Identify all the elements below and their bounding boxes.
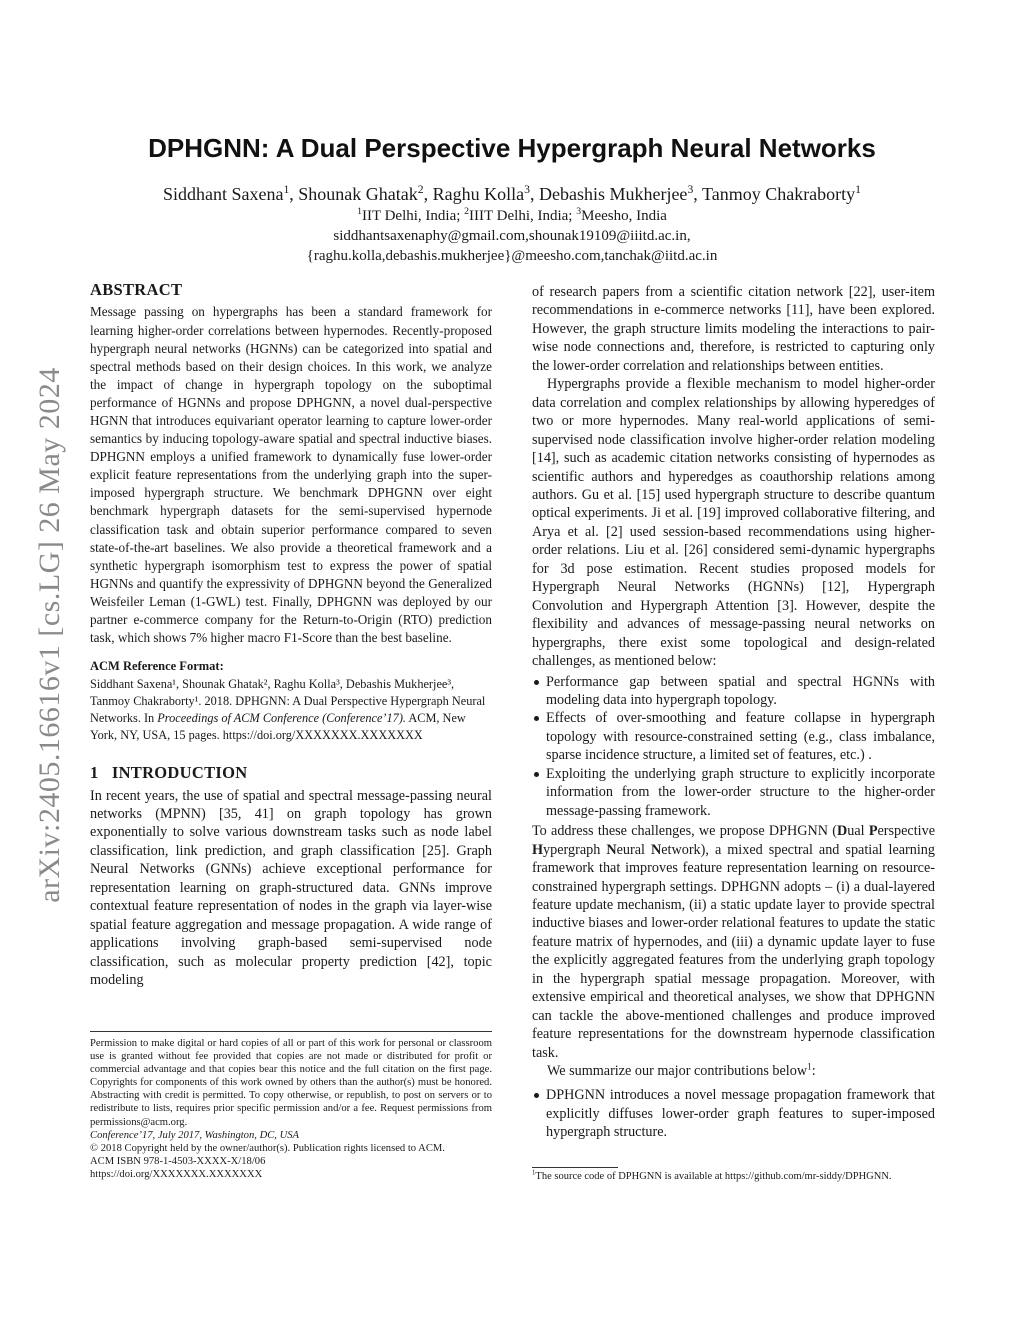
right-column xyxy=(532,283,935,1142)
intro-paragraph-2: Hypergraphs provide a flexible mechanism to model higher-order data correlation and complex relationships by allowing hyperedges of two or more hypernodes. Many real-world applications of semi-supervised node classification involve higher-order relation modeling [14], such as academic citation networks consisting of hypernodes as scientific authors and hyperedges as coauthorship relations among authors. Gu et al. [15] used hypergraph structure to describe quantum optical experiments. Ji et al. [19] improved collaborative filtering, and Arya et al. [2] used session-based recommendations using higher-order relations. Liu et al. [26] considered semi-dynamic hypergraphs for 3d pose estimation. Recent studies proposed models for Hypergraph Neural Networks (HGNNs) [12], Hypergraph Convolution and Hypergraph Attention [3]. However, despite the flexibility and advances of message-passing neural networks on hypergraphs, there exist some topological and design-related challenges, as mentioned below: xyxy=(532,376,935,670)
intro-paragraph-3: To address these challenges, we propose DPHGNN (Dual Perspective Hypergraph Neural Network), a mixed spectral and spatial learning framework that improves feature representation learning on resource-constrained hypergraph settings. DPHGNN adopts – (i) a dual-layered feature update mechanism, (ii) a static update layer to provide spectral inductive biases and lower-order relational features to update the static feature matrix of hypernodes, and (iii) a dynamic update layer to fuse the explicitly aggregated features from the underlying graph topology in the hypergraph spatial message propagation. Moreover, with extensive empirical and theoretical analyses, we show that DPHGNN can tackle the above-mentioned challenges and produce improved feature representations for the downstream hypernode classification task. xyxy=(532,823,935,1061)
affiliation: IIT Delhi, India; xyxy=(361,208,461,224)
intro-paragraph-1: In recent years, the use of spatial and spectral message-passing neural networks (MPNN) [35, 41] on graph topology has grown exponentially to solve various downstream tasks such as node label classification, link prediction, and graph classification [25]. Graph Neural Networks (GNNs) achieve exceptional performance for representation learning on graph-structured data. GNNs improve contextual feature representation of nodes in the graph via layer-wise spatial feature aggregation and message propagation. A wide range of applications involving graph-based semi-supervised node classification, such as molecular property prediction [42], topic modeling xyxy=(90,787,492,989)
abstract-text: Message passing on hypergraphs has been a standard framework for learning higher-order correlations between hypernodes. Recently-proposed hypergraph neural networks (HGNNs) can be categorized into spatial and spectral methods based on their design choices. In this work, we analyze the impact of change in hypergraph topology on the suboptimal performance of HGNNs and propose DPHGNN, a novel dual-perspective HGNN that introduces equivariant operator learning to capture lower-order semantics by inducing topology-aware spatial and spectral inductive biases. DPHGNN employs a unified framework to dynamically fuse lower-order explicit feature representations from the underlying graph into the super-imposed hypergraph structure. We benchmark DPHGNN over eight benchmark hypergraph datasets for the semi-supervised hypernode classification task and obtain superior performance compared to seven state-of-the-art baselines. We also provide a theoretical framework and a synthetic hypergraph isomorphism test to express the power of spatial HGNNs and quantify the expressivity of DPHGNN beyond the Generalized Weisfeiler Leman (1-GWL) test. Finally, DPHGNN was deployed by our partner e-commerce company for the Return-to-Origin (RTO) prediction task, which shows 7% higher macro F1-Score than the best baseline. xyxy=(90,304,492,646)
doi-line: https://doi.org/XXXXXXX.XXXXXXX xyxy=(90,1168,263,1180)
permission-rule xyxy=(90,1031,492,1032)
challenge-list xyxy=(532,673,935,821)
acm-reference-venue: Proceedings of ACM Conference (Conference’17). xyxy=(157,710,406,725)
acm-reference-authors: Siddhant Saxena¹, Shounak Ghatak², Raghu Kolla³, Debashis Mukherjee³, Tanmoy Chakraborty¹. 2018. DPHGNN: A Dual Perspective Hypergraph Neural Networks. In xyxy=(90,676,486,725)
acm-reference xyxy=(90,657,492,744)
abstract-heading: ABSTRACT xyxy=(90,280,183,299)
author-affil-mark: 1 xyxy=(855,183,862,196)
paper-title: DPHGNN: A Dual Perspective Hypergraph Neural Networks xyxy=(148,133,876,163)
author-affil-mark: 2 xyxy=(417,183,424,196)
footnote-rule xyxy=(532,1167,618,1168)
contribution-list xyxy=(532,1086,935,1141)
copyright-line: © 2018 Copyright held by the owner/author(s). Publication rights licensed to ACM. xyxy=(90,1142,445,1154)
footnote: $^1$The source code of DPHGNN is available at https://github.com/mr-siddy/DPHGNN. xyxy=(532,1169,892,1182)
author-list: Siddhant Saxena$^1$, Shounak Ghatak$^2$, Raghu Kolla$^3$, Debashis Mukherjee$^3$, Tanmoy Chakraborty$^1$ xyxy=(162,183,862,204)
affiliation: IIIT Delhi, India; xyxy=(469,208,573,224)
author-name: Raghu Kolla xyxy=(432,184,525,204)
list-item: Exploiting the underlying graph structure to explicitly incorporate information from the lower-order structure to the higher-order message-passing framework. xyxy=(532,765,935,820)
author-name: Tanmoy Chakraborty xyxy=(701,184,856,204)
introduction-heading: 1 INTRODUCTION xyxy=(90,763,248,783)
author-name: Debashis Mukherjee xyxy=(538,184,688,204)
email-line-2: {raghu.kolla,debashis.mukherjee}@meesho.com,tanchak@iitd.ac.in xyxy=(306,248,718,264)
author-affil-mark: 1 xyxy=(283,183,290,196)
conference-line: Conference’17, July 2017, Washington, DC, USA xyxy=(90,1129,300,1141)
affiliation-line: $^1$IIT Delhi, India; $^2$IIIT Delhi, India; $^3$Meesho, India xyxy=(357,206,667,224)
arxiv-stamp: arXiv:2405.16616v1 [cs.LG] 26 May 2024 xyxy=(33,367,66,903)
intro-paragraph-4: We summarize our major contributions below$^1$: xyxy=(547,1061,816,1080)
list-item: Performance gap between spatial and spectral HGNNs with modeling data into hypergraph topology. xyxy=(532,673,935,710)
author-name: Siddhant Saxena xyxy=(162,184,284,204)
email-line-1: siddhantsaxenaphy@gmail.com,shounak19109@iiitd.ac.in, xyxy=(333,228,691,244)
left-column xyxy=(90,281,492,990)
list-item: Effects of over-smoothing and feature collapse in hypergraph topology with resource-constrained setting (e.g., class imbalance, sparse incidence structure, a limited set of features, etc.) . xyxy=(532,709,935,764)
permission-block xyxy=(90,1037,492,1181)
intro-paragraph-1-cont: of research papers from a scientific citation network [22], user-item recommendations in e-commerce networks [11], have been explored. However, the graph structure limits modeling the interactions to pair-wise node connections and, therefore, is restricted to capturing only the lower-order correlation and relationships between entities. xyxy=(532,284,935,374)
author-name: Shounak Ghatak xyxy=(298,184,418,204)
isbn-line: ACM ISBN 978-1-4503-XXXX-X/18/06 xyxy=(90,1155,266,1167)
author-affil-mark: 3 xyxy=(687,183,694,196)
author-affil-mark: 3 xyxy=(524,183,530,196)
acm-reference-tail: ACM, New York, NY, USA, 15 pages. https://doi.org/XXXXXXX.XXXXXXX xyxy=(90,710,466,742)
affiliation: Meesho, India xyxy=(581,208,667,224)
acm-reference-heading: ACM Reference Format: xyxy=(90,659,224,674)
list-item: DPHGNN introduces a novel message propagation framework that explicitly diffuses lower-order graph features to super-imposed hypergraph structure. xyxy=(532,1086,935,1141)
permission-text: Permission to make digital or hard copies of all or part of this work for personal or classroom use is granted without fee provided that copies are not made or distributed for profit or commercial advantage and that copies bear this notice and the full citation on the first page. Copyrights for components of this work owned by others than the author(s) must be honored. Abstracting with credit is permitted. To copy otherwise, or republish, to post on servers or to redistribute to lists, requires prior specific permission and/or a fee. Request permissions from permissions@acm.org. xyxy=(90,1038,492,1128)
